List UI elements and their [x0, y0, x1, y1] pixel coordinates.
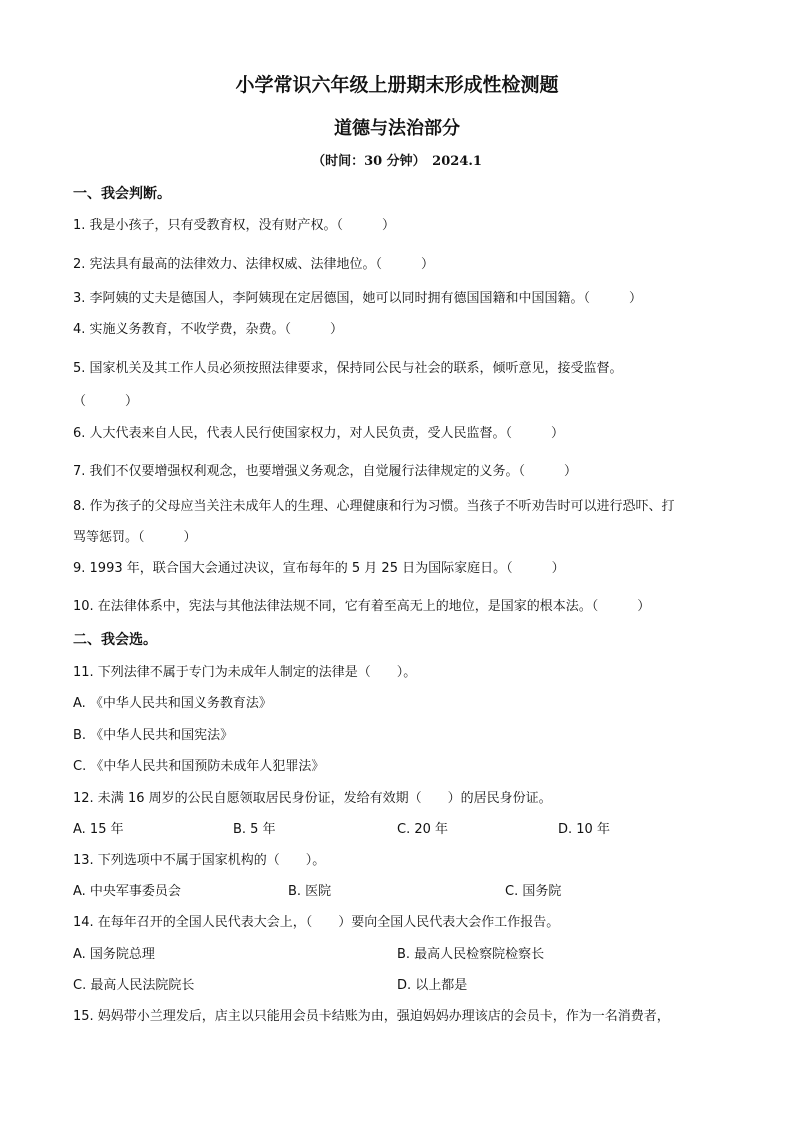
judge-item-8-cont: 骂等惩罚。（ ）: [73, 530, 197, 545]
judge-item-9: 9. 1993 年，联合国大会通过决议，宣布每年的 5 月 25 日为国际家庭日。（ ）: [73, 561, 565, 576]
judge-item-2: 2. 宪法具有最高的法律效力、法律权威、法律地位。（ ）: [73, 257, 435, 272]
judge-item-7: 7. 我们不仅要增强权利观念，也要增强义务观念，自觉履行法律规定的义务。（ ）: [73, 464, 578, 479]
q12-option-b: B. 5 年: [233, 822, 276, 837]
judge-item-8: 8. 作为孩子的父母应当关注未成年人的生理、心理健康和行为习惯。当孩子不听劝告时可以进行恐吓、打: [73, 499, 675, 514]
q14-option-d: D. 以上都是: [397, 978, 468, 993]
q13-stem: 13. 下列选项中不属于国家机构的（ ）。: [73, 853, 326, 868]
q11-option-c: C. 《中华人民共和国预防未成年人犯罪法》: [73, 759, 325, 774]
q15-stem: 15. 妈妈带小兰理发后，店主以只能用会员卡结账为由，强迫妈妈办理该店的会员卡，作为一名消费者，: [73, 1009, 670, 1024]
section-heading-judge: 一、我会判断。: [73, 186, 171, 202]
section-heading-choice: 二、我会选。: [73, 632, 157, 648]
page-title: 小学常识六年级上册期末形成性检测题: [235, 74, 559, 96]
q11-option-b: B. 《中华人民共和国宪法》: [73, 728, 234, 743]
judge-item-3: 3. 李阿姨的丈夫是德国人，李阿姨现在定居德国，她可以同时拥有德国国籍和中国国籍。（ ）: [73, 291, 643, 306]
q12-option-d: D. 10 年: [558, 822, 610, 837]
judge-item-4: 4. 实施义务教育，不收学费，杂费。（ ）: [73, 322, 344, 337]
judge-item-1: 1. 我是小孩子，只有受教育权，没有财产权。（ ）: [73, 218, 396, 233]
q13-option-b: B. 医院: [288, 884, 332, 899]
q14-option-b: B. 最高人民检察院检察长: [397, 947, 545, 962]
q14-option-c: C. 最高人民法院院长: [73, 978, 195, 993]
q13-option-a: A. 中央军事委员会: [73, 884, 181, 899]
q12-option-a: A. 15 年: [73, 822, 124, 837]
q12-stem: 12. 未满 16 周岁的公民自愿领取居民身份证，发给有效期（ ）的居民身份证。: [73, 791, 552, 806]
q13-option-c: C. 国务院: [505, 884, 562, 899]
time-note: （时间：30 分钟） 2024.1: [312, 154, 482, 169]
q11-stem: 11. 下列法律不属于专门为未成年人制定的法律是（ ）。: [73, 665, 417, 680]
page-subtitle: 道德与法治部分: [334, 118, 460, 139]
judge-item-5: 5. 国家机关及其工作人员必须按照法律要求，保持同公民与社会的联系，倾听意见，接受监督。: [73, 361, 623, 376]
judge-item-5-bracket: （ ）: [73, 394, 139, 409]
q14-option-a: A. 国务院总理: [73, 947, 155, 962]
q12-option-c: C. 20 年: [397, 822, 449, 837]
q14-stem: 14. 在每年召开的全国人民代表大会上，（ ）要向全国人民代表大会作工作报告。: [73, 915, 560, 930]
q11-option-a: A. 《中华人民共和国义务教育法》: [73, 696, 272, 711]
judge-item-10: 10. 在法律体系中，宪法与其他法律法规不同，它有着至高无上的地位，是国家的根本法。（ ）: [73, 599, 651, 614]
judge-item-6: 6. 人大代表来自人民，代表人民行使国家权力，对人民负责，受人民监督。（ ）: [73, 426, 565, 441]
